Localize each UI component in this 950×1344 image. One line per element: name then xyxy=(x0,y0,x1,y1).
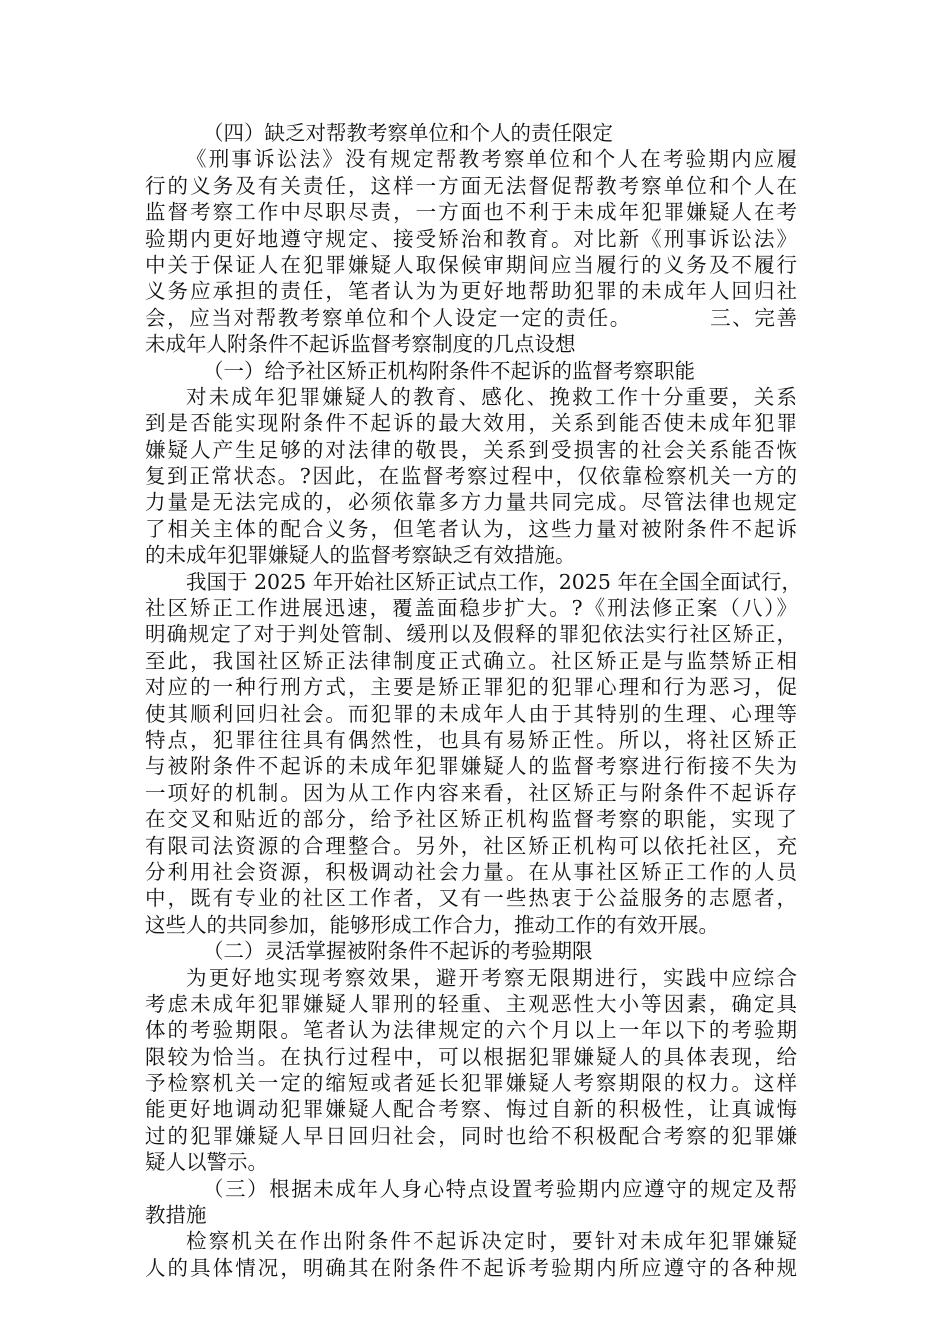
text-line: 了相关主体的配合义务，但笔者认为，这些力量对被附条件不起诉 xyxy=(145,516,797,541)
text-line: 我国于 2025 年开始社区矫正试点工作，2025 年在全国全面试行， xyxy=(186,569,802,594)
text-line: 予检察机关一定的缩短或者延长犯罪嫌疑人考察期限的权力。这样 xyxy=(145,1071,797,1096)
text-line: 到是否能实现附条件不起诉的最大效用，关系到能否使未成年犯罪 xyxy=(145,411,797,436)
text-line: 特点，犯罪往往具有偶然性，也具有易矫正性。所以，将社区矫正 xyxy=(145,727,797,752)
text-line: 一项好的机制。因为从工作内容来看，社区矫正与附条件不起诉存 xyxy=(145,780,797,805)
text-line: 嫌疑人产生足够的对法律的敬畏，关系到受损害的社会关系能否恢 xyxy=(145,437,797,462)
text-line: 过的犯罪嫌疑人早日回归社会，同时也给不积极配合考察的犯罪嫌 xyxy=(145,1123,797,1148)
text-line: 明确规定了对于判处管制、缓刑以及假释的罪犯依法实行社区矫正， xyxy=(145,622,797,647)
text-line: 中，既有专业的社区工作者，又有一些热衷于公益服务的志愿者， xyxy=(145,886,797,911)
text-line: 有限司法资源的合理整合。另外，社区矫正机构可以依托社区，充 xyxy=(145,833,797,858)
text-line: 能更好地调动犯罪嫌疑人配合考察、悔过自新的积极性，让真诚悔 xyxy=(145,1097,797,1122)
text-line: 监督考察工作中尽职尽责，一方面也不利于未成年犯罪嫌疑人在考 xyxy=(145,200,797,225)
text-line: 教措施 xyxy=(145,1203,207,1228)
text-line: 对未成年犯罪嫌疑人的教育、感化、挽救工作十分重要，关系 xyxy=(186,384,797,409)
text-line: 使其顺利回归社会。而犯罪的未成年人由于其特别的生理、心理等 xyxy=(145,701,797,726)
text-line: 社区矫正工作进展迅速，覆盖面稳步扩大。?《刑法修正案（八）》 xyxy=(145,596,797,621)
text-line: 体的考验期限。笔者认为法律规定的六个月以上一年以下的考验期 xyxy=(145,1018,797,1043)
text-line: 《刑事诉讼法》没有规定帮教考察单位和个人在考验期内应履 xyxy=(186,147,797,172)
text-line: 限较为恰当。在执行过程中，可以根据犯罪嫌疑人的具体表现，给 xyxy=(145,1044,797,1069)
text-line: 与被附条件不起诉的未成年犯罪嫌疑人的监督考察进行衔接不失为 xyxy=(145,754,797,779)
text-line: 至此，我国社区矫正法律制度正式确立。社区矫正是与监禁矫正相 xyxy=(145,648,797,673)
text-line: 中关于保证人在犯罪嫌疑人取保候审期间应当履行的义务及不履行 xyxy=(145,252,797,277)
text-line: 未成年人附条件不起诉监督考察制度的几点设想 xyxy=(145,332,576,357)
text-line: 考虑未成年犯罪嫌疑人罪刑的轻重、主观恶性大小等因素，确定具 xyxy=(145,991,797,1016)
document-page xyxy=(145,120,802,1281)
text-line: 力量是无法完成的，必须依靠多方力量共同完成。尽管法律也规定 xyxy=(145,490,797,515)
text-line: 这些人的共同参加，能够形成工作合力，推动工作的有效开展。 xyxy=(145,912,719,937)
text-line: 疑人以警示。 xyxy=(145,1150,268,1175)
text-line: 义务应承担的责任，笔者认为为更好地帮助犯罪的未成年人回归社 xyxy=(145,279,797,304)
text-line: （一）给予社区矫正机构附条件不起诉的监督考察职能 xyxy=(203,358,695,383)
text-line: 的未成年犯罪嫌疑人的监督考察缺乏有效措施。 xyxy=(145,543,576,568)
text-line: 检察机关在作出附条件不起诉决定时，要针对未成年犯罪嫌疑 xyxy=(186,1229,797,1254)
text-line: （二）灵活掌握被附条件不起诉的考验期限 xyxy=(203,939,593,964)
text-line: 复到正常状态。?因此，在监督考察过程中，仅依靠检察机关一方的 xyxy=(145,464,797,489)
text-line: 分利用社会资源，积极调动社会力量。在从事社区矫正工作的人员 xyxy=(145,859,797,884)
text-line: （三）根据未成年人身心特点设置考验期内应遵守的规定及帮 xyxy=(203,1176,797,1201)
text-line: 会，应当对帮教考察单位和个人设定一定的责任。 三、完善 xyxy=(145,305,797,330)
text-line: 在交叉和贴近的部分，给予社区矫正机构监督考察的职能，实现了 xyxy=(145,807,797,832)
text-line: 人的具体情况，明确其在附条件不起诉考验期内所应遵守的各种规 xyxy=(145,1255,797,1280)
text-line: 验期内更好地遵守规定、接受矫治和教育。对比新《刑事诉讼法》 xyxy=(145,226,797,251)
text-line: 行的义务及有关责任，这样一方面无法督促帮教考察单位和个人在 xyxy=(145,173,797,198)
text-line: 为更好地实现考察效果，避开考察无限期进行，实践中应综合 xyxy=(186,965,797,990)
text-line: （四）缺乏对帮教考察单位和个人的责任限定 xyxy=(203,121,613,145)
text-line: 对应的一种行刑方式，主要是矫正罪犯的犯罪心理和行为恶习，促 xyxy=(145,675,797,700)
